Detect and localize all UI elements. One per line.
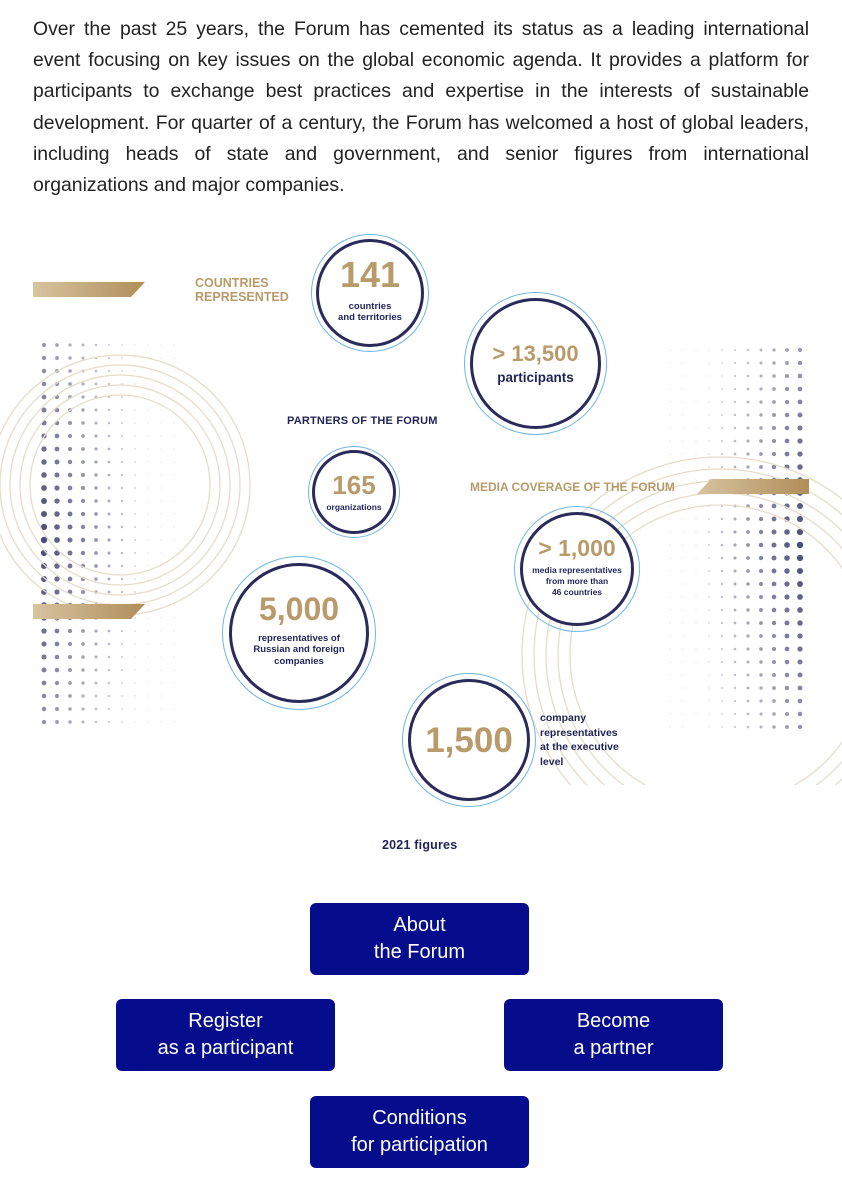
exec-value: 1,500 (425, 720, 513, 760)
media-value: > 1,000 (538, 534, 616, 561)
partners-value: 165 (332, 469, 376, 500)
partners-caption: organizations (326, 501, 382, 512)
countries-caption: countries and territories (338, 301, 402, 323)
dot-pattern-left (41, 343, 175, 724)
reps-circle (229, 563, 369, 703)
participants-value: > 13,500 (492, 340, 579, 366)
exec-circle (408, 679, 530, 801)
become-partner-button[interactable]: Become a partner (504, 999, 723, 1071)
partners-label: PARTNERS OF THE FORUM (287, 415, 438, 427)
media-circle (520, 512, 634, 626)
gold-bar-decoration (33, 282, 145, 297)
exec-caption: company representatives at the executive level (540, 712, 619, 768)
media-label: MEDIA COVERAGE OF THE FORUM (470, 480, 675, 494)
countries-label: COUNTRIES REPRESENTED (195, 276, 289, 304)
partners-circle (312, 450, 396, 534)
about-forum-button[interactable]: About the Forum (310, 903, 529, 975)
gold-bar-decoration (33, 604, 145, 619)
reps-value: 5,000 (258, 590, 340, 627)
intro-paragraph: Over the past 25 years, the Forum has cemented its status as a leading international event focusing on key issues on the global economic agenda. It provides a platform for participants to exchange best practices and expertise in the interests of sustainable development. For quarter of a century, the Forum has welcomed a host of global leaders, including heads of state and government, and senior figures from international organizations and major companies. (33, 18, 809, 197)
conditions-participation-button[interactable]: Conditions for participation (310, 1096, 529, 1168)
countries-value: 141 (339, 254, 401, 295)
register-participant-button[interactable]: Register as a participant (116, 999, 335, 1071)
media-caption: media representatives from more than 46 countries (532, 564, 622, 597)
dot-pattern-right (669, 348, 803, 729)
participants-circle (470, 298, 601, 429)
countries-circle (316, 239, 424, 347)
gold-bar-decoration (697, 479, 809, 494)
participants-caption: participants (497, 369, 574, 385)
reps-caption: representatives of Russian and foreign companies (253, 632, 345, 667)
year-note: 2021 figures (382, 838, 458, 852)
arc-decoration-left (0, 355, 250, 615)
